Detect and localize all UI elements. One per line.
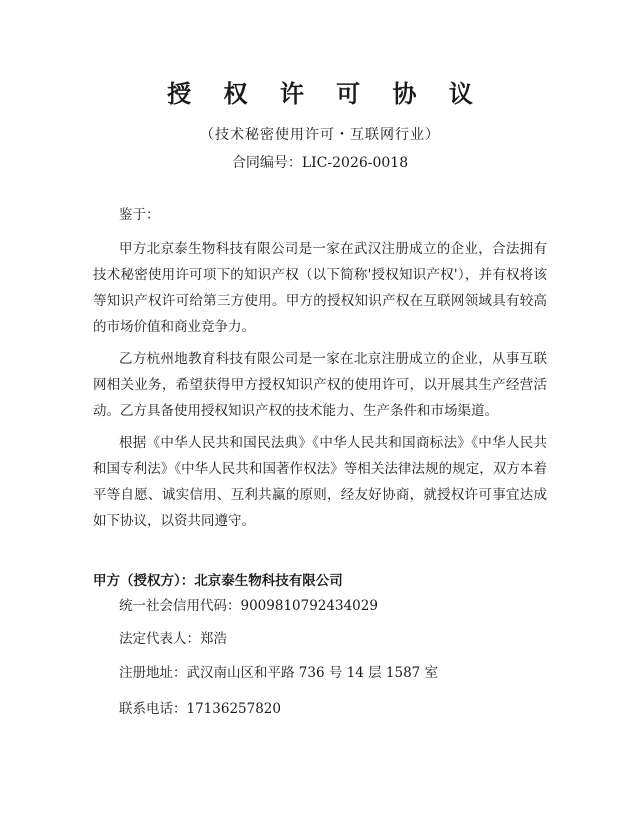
paragraph-party-a-intro: 甲方北京泰生物科技有限公司是一家在武汉注册成立的企业，合法拥有技术秘密使用许可项下的知识产权（以下简称'授权知识产权'），并有权将该等知识产权许可给第三方使用。甲方的授权知识产权在互联网领域具有较高的市场价值和商业竞争力。 — [93, 241, 547, 335]
party-a-address: 注册地址：武汉南山区和平路 736 号 14 层 1587 室 — [119, 665, 439, 681]
party-a-representative: 法定代表人：郑浩 — [119, 631, 227, 647]
paragraph-party-b-intro: 乙方杭州地教育科技有限公司是一家在北京注册成立的企业，从事互联网相关业务，希望获得甲方授权知识产权的使用许可，以开展其生产经营活动。乙方具备使用授权知识产权的技术能力、生产条件和市场渠道。 — [93, 351, 547, 419]
paragraph-legal-basis: 根据《中华人民共和国民法典》《中华人民共和国商标法》《中华人民共和国专利法》《中华人民共和国著作权法》等相关法律法规的规定，双方本着平等自愿、诚实信用、互利共赢的原则，经友好协商，就授权许可事宜达成如下协议，以资共同遵守。 — [93, 435, 547, 529]
party-a-heading: 甲方（授权方）：北京泰生物科技有限公司 — [93, 573, 343, 589]
party-a-phone: 联系电话：17136257820 — [119, 701, 281, 717]
whereas-heading: 鉴于： — [119, 207, 160, 223]
document-subtitle: （技术秘密使用许可・互联网行业） — [200, 127, 440, 143]
contract-number: 合同编号：LIC-2026-0018 — [231, 155, 409, 171]
party-a-credit-code: 统一社会信用代码：9009810792434029 — [119, 598, 378, 614]
document-title: 授 权 许 可 协 议 — [167, 80, 485, 108]
